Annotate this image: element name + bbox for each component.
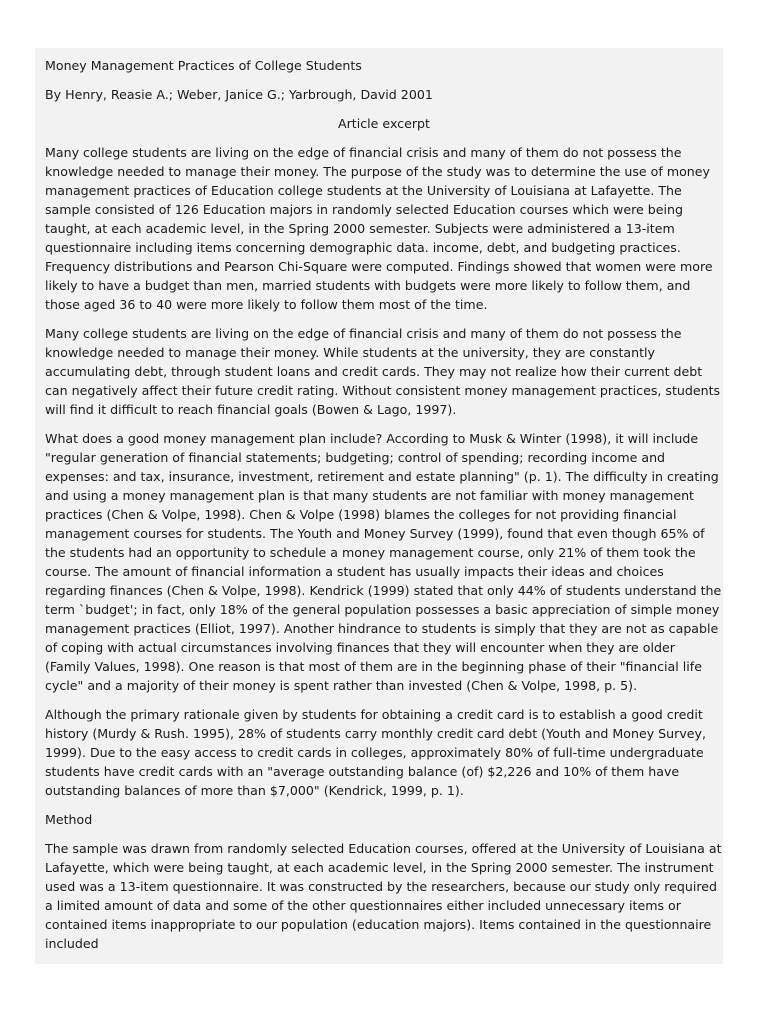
document-page — [35, 48, 723, 964]
paragraph-credit-cards: Although the primary rationale given by students for obtaining a credit card is to establish a good credit history (Murdy & Rush. 1995), 28% of students carry monthly credit card debt (Youth and Money Survey, 1999). Due to the easy access to credit cards in colleges, approximately 80% of full-time undergraduate students have credit cards with an "average outstanding balance (of) $2,226 and 10% of them have outstanding balances of more than $7,000" (Kendrick, 1999, p. 1). — [45, 707, 706, 798]
paragraph-method: The sample was drawn from randomly selected Education courses, offered at the University of Louisiana at Lafayette, which were being taught, at each academic level, in the Spring 2000 semester. The instrument used was a 13-item questionnaire. It was constructed by the researchers, because our study only required a limited amount of data and some of the other questionnaires either included unnecessary items or contained items inappropriate to our population (education majors). Items contained in the questionnaire included — [45, 841, 722, 951]
paragraph-abstract: Many college students are living on the edge of financial crisis and many of them do not possess the knowledge needed to manage their money. The purpose of the study was to determine the use of money management practices of Education college students at the University of Louisiana at Lafayette. The sample consisted of 126 Education majors in randomly selected Education courses which were being taught, at each academic level, in the Spring 2000 semester. Subjects were administered a 13-item questionnaire including items concerning demographic data. income, debt, and budgeting practices. Frequency distributions and Pearson Chi-Square were computed. Findings showed that women were more likely to have a budget than men, married students with budgets were more likely to follow them, and those aged 36 to 40 were more likely to follow them most of the time. — [45, 145, 713, 312]
paragraph-introduction: Many college students are living on the edge of financial crisis and many of them do not possess the knowledge needed to manage their money. While students at the university, they are constantly accumulating debt, through student loans and credit cards. They may not realize how their current debt can negatively affect their future credit rating. Without consistent money management practices, students will find it difficult to reach financial goals (Bowen & Lago, 1997). — [45, 326, 721, 417]
paragraph-money-plan: What does a good money management plan include? According to Musk & Winter (1998), it will include "regular generation of financial statements; budgeting; control of spending; recording income and expenses: and tax, insurance, investment, retirement and estate planning" (p. 1). The difficulty in creating and using a money management plan is that many students are not familiar with money management practices (Chen & Volpe, 1998). Chen & Volpe (1998) blames the colleges for not providing financial management courses for students. The Youth and Money Survey (1999), found that even though 65% of the students had an opportunity to schedule a money management course, only 21% of them took the course. The amount of financial information a student has usually impacts their ideas and choices regarding finances (Chen & Volpe, 1998). Kendrick (1999) stated that only 44% of students understand the term `budget'; in fact, only 18% of the general population possesses a basic appreciation of simple money management practices (Elliot, 1997). Another hindrance to students is simply that they are not as capable of coping with actual circumstances involving finances that they will encounter when they are older (Family Values, 1998). One reason is that most of them are in the beginning phase of their "financial life cycle" and a majority of their money is spent rather than invested (Chen & Volpe, 1998, p. 5). — [45, 431, 722, 693]
document-content — [35, 48, 723, 953]
excerpt-label: Article excerpt — [338, 116, 430, 131]
article-byline: By Henry, Reasie A.; Weber, Janice G.; Yarbrough, David 2001 — [45, 87, 433, 102]
article-title: Money Management Practices of College Students — [45, 58, 362, 73]
method-heading: Method — [45, 812, 93, 827]
